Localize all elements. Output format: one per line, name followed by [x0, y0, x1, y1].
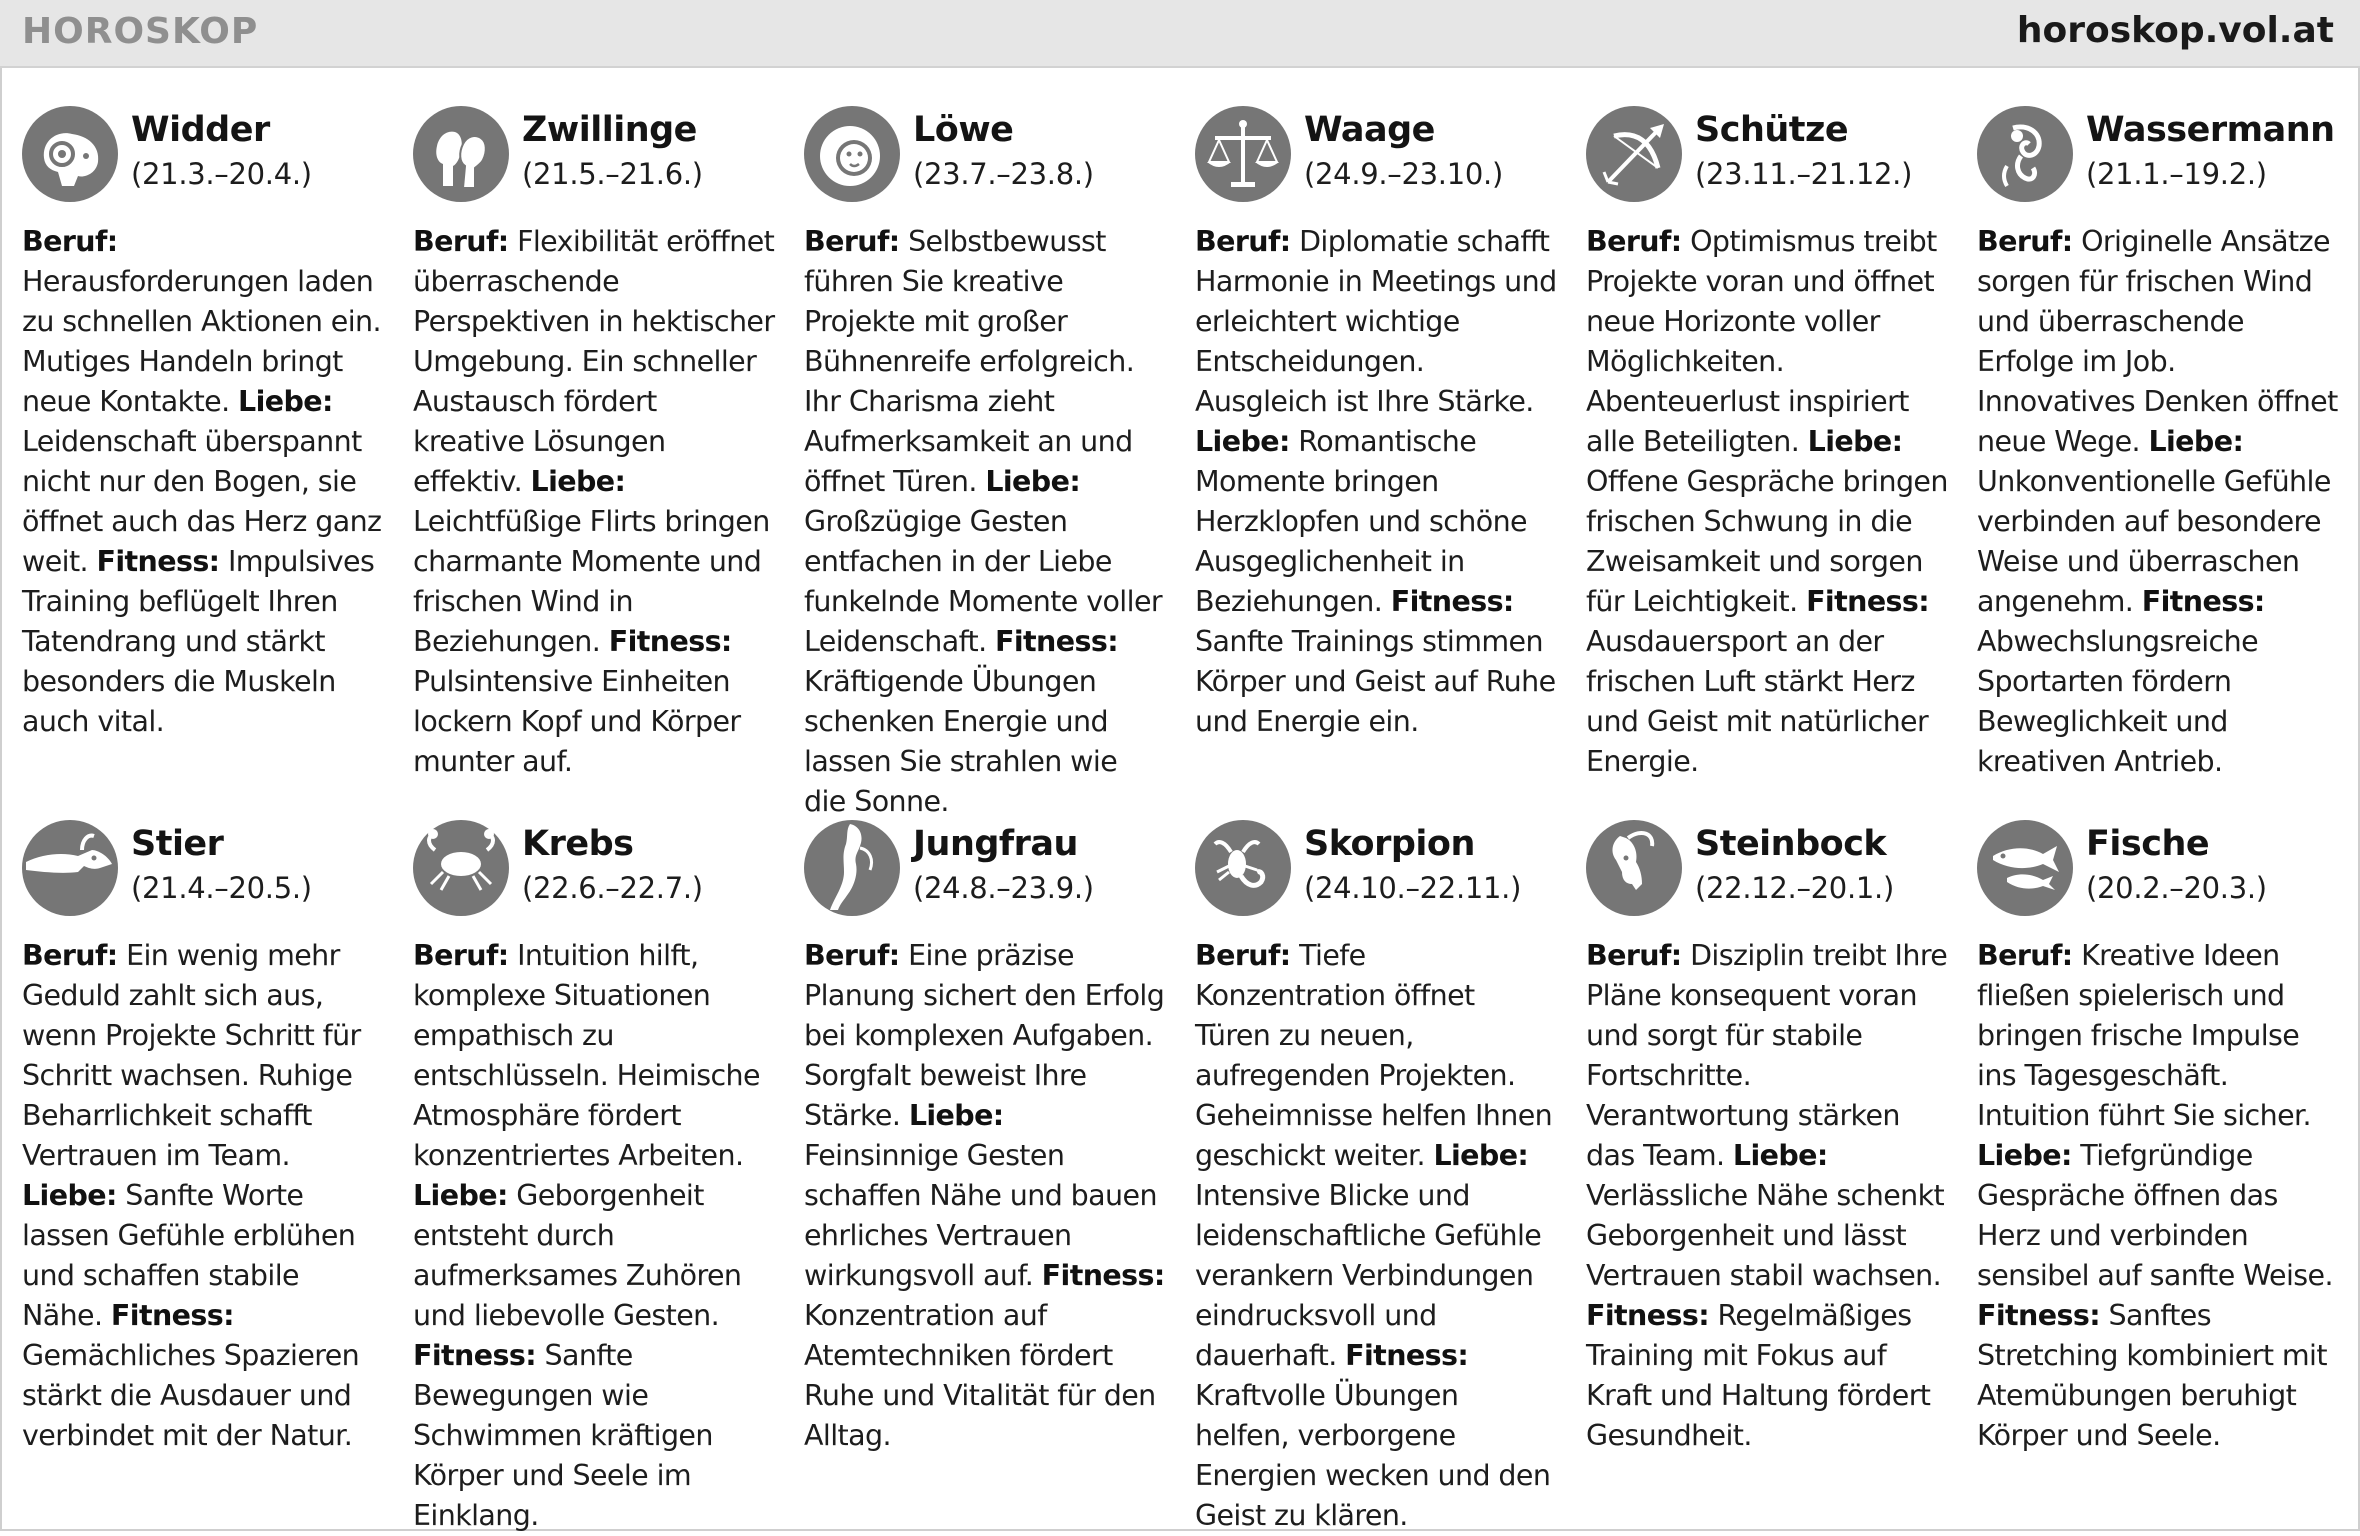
label-beruf: Beruf: — [22, 225, 118, 258]
beruf-text: Ein wenig mehr Geduld zahlt sich aus, wenn Projekte Schritt für Schritt wachsen. Ruhige Beharrlichkeit schafft Vertrauen im Team. — [22, 939, 361, 1172]
label-liebe: Liebe: — [1195, 425, 1290, 458]
scales-icon — [1195, 106, 1291, 202]
beruf-text: Selbstbewusst führen Sie kreative Projekte mit großer Bühnenreife erfolgreich. Ihr Charisma zieht Aufmerksamkeit an und öffnet Türen. — [804, 225, 1135, 498]
sign-text — [1586, 222, 1948, 782]
sign-card-widder — [22, 100, 384, 814]
sign-dates: (21.3.–20.4.) — [131, 157, 312, 191]
fitness-text: Gemächliches Spazieren stärkt die Ausdauer und verbindet mit der Natur. — [22, 1339, 360, 1452]
label-beruf: Beruf: — [804, 939, 900, 972]
label-liebe: Liebe: — [22, 1179, 117, 1212]
label-fitness: Fitness: — [1041, 1259, 1165, 1292]
label-liebe: Liebe: — [1433, 1139, 1529, 1172]
sign-card-krebs — [413, 814, 775, 1532]
liebe-text: Sanfte Worte lassen Gefühle erblühen und schaffen stabile Nähe. — [22, 1179, 356, 1332]
label-fitness: Fitness: — [608, 625, 732, 658]
liebe-text: Romantische Momente bringen Herzklopfen und schöne Ausgeglichenheit in Beziehungen. — [1195, 425, 1527, 618]
beruf-text: Disziplin treibt Ihre Pläne konsequent voran und sorgt für stabile Fortschritte. Verantwortung stärken das Team. — [1586, 939, 1948, 1172]
sign-card-steinbock — [1586, 814, 1948, 1514]
beruf-text: Optimismus treibt Projekte voran und öffnet neue Horizonte voller Möglichkeiten. Abenteuerlust inspiriert alle Beteiligten. — [1586, 225, 1937, 458]
sign-dates: (23.11.–21.12.) — [1695, 157, 1913, 191]
label-liebe: Liebe: — [985, 465, 1081, 498]
lion-icon — [804, 106, 900, 202]
label-beruf: Beruf: — [413, 939, 509, 972]
sign-card-wassermann — [1977, 100, 2339, 814]
sign-name: Stier — [131, 824, 224, 864]
site-url[interactable]: horoskop.vol.at — [2016, 10, 2334, 51]
label-fitness: Fitness: — [413, 1339, 537, 1372]
label-beruf: Beruf: — [1586, 939, 1682, 972]
label-beruf: Beruf: — [413, 225, 509, 258]
sign-name: Skorpion — [1304, 824, 1475, 864]
fitness-text: Kräftigende Übungen schenken Energie und lassen Sie strahlen wie die Sonne. — [804, 665, 1118, 818]
water-bearer-icon — [1977, 106, 2073, 202]
label-beruf: Beruf: — [1195, 225, 1291, 258]
label-beruf: Beruf: — [804, 225, 900, 258]
sign-name: Krebs — [522, 824, 634, 864]
sign-text — [1977, 222, 2339, 782]
label-fitness: Fitness: — [1345, 1339, 1469, 1372]
liebe-text: Geborgenheit entsteht durch aufmerksames Zuhören und liebevolle Gesten. — [413, 1179, 742, 1332]
beruf-text: Herausforderungen laden zu schnellen Aktionen ein. Mutiges Handeln bringt neue Kontakte. — [22, 265, 381, 418]
label-fitness: Fitness: — [995, 625, 1119, 658]
sign-name: Waage — [1304, 110, 1435, 150]
label-beruf: Beruf: — [1586, 225, 1682, 258]
sign-card-zwillinge — [413, 100, 775, 814]
sign-card-jungfrau — [804, 814, 1166, 1514]
sign-dates: (20.2.–20.3.) — [2086, 871, 2267, 905]
sign-dates: (24.10.–22.11.) — [1304, 871, 1522, 905]
sign-name: Widder — [131, 110, 270, 150]
label-liebe: Liebe: — [908, 1099, 1004, 1132]
sign-grid — [22, 100, 2342, 1532]
fitness-text: Impulsives Training beflügelt Ihren Tatendrang und stärkt besonders die Muskeln auch vital. — [22, 545, 375, 738]
crab-icon — [413, 820, 509, 916]
scorpion-icon — [1195, 820, 1291, 916]
fitness-text: Ausdauersport an der frischen Luft stärkt Herz und Geist mit natürlicher Energie. — [1586, 625, 1929, 778]
beruf-text: Intuition hilft, komplexe Situationen empathisch zu entschlüsseln. Heimische Atmosphäre fördert konzentriertes Arbeiten. — [413, 939, 760, 1172]
sign-dates: (21.1.–19.2.) — [2086, 157, 2267, 191]
sign-card-schuetze — [1586, 100, 1948, 814]
beruf-text: Flexibilität eröffnet überraschende Perspektiven in hektischer Umgebung. Ein schneller Austausch fördert kreative Lösungen effektiv. — [413, 225, 775, 498]
fitness-text: Sanfte Bewegungen wie Schwimmen kräftigen Körper und Seele im Einklang. — [413, 1339, 713, 1532]
fitness-text: Konzentration auf Atemtechniken fördert Ruhe und Vitalität für den Alltag. — [804, 1299, 1156, 1452]
label-beruf: Beruf: — [1195, 939, 1291, 972]
sign-text — [413, 936, 775, 1536]
sign-text — [1195, 936, 1557, 1536]
beruf-text: Originelle Ansätze sorgen für frischen Wind und überraschende Erfolge im Job. Innovatives Denken öffnet neue Wege. — [1977, 225, 2338, 458]
liebe-text: Offene Gespräche bringen frischen Schwung in die Zweisamkeit und sorgen für Leichtigkeit. — [1586, 465, 1948, 618]
fish-icon — [1977, 820, 2073, 916]
liebe-text: Leidenschaft überspannt nicht nur den Bogen, sie öffnet auch das Herz ganz weit. — [22, 425, 382, 578]
fitness-text: Regelmäßiges Training mit Fokus auf Kraft und Haltung fördert Gesundheit. — [1586, 1299, 1931, 1452]
sign-name: Jungfrau — [913, 824, 1078, 864]
sign-dates: (21.4.–20.5.) — [131, 871, 312, 905]
sign-text — [1195, 222, 1557, 742]
sign-name: Zwillinge — [522, 110, 697, 150]
sign-dates: (23.7.–23.8.) — [913, 157, 1094, 191]
sign-text — [804, 936, 1166, 1456]
sign-name: Wassermann — [2086, 110, 2335, 150]
sign-dates: (24.8.–23.9.) — [913, 871, 1094, 905]
label-beruf: Beruf: — [1977, 225, 2073, 258]
sign-card-loewe — [804, 100, 1166, 818]
label-fitness: Fitness: — [1390, 585, 1514, 618]
liebe-text: Leichtfüßige Flirts bringen charmante Momente und frischen Wind in Beziehungen. — [413, 505, 770, 658]
sign-dates: (21.5.–21.6.) — [522, 157, 703, 191]
liebe-text: Großzügige Gesten entfachen in der Liebe funkelnde Momente voller Leidenschaft. — [804, 505, 1162, 658]
sign-dates: (24.9.–23.10.) — [1304, 157, 1503, 191]
liebe-text: Verlässliche Nähe schenkt Geborgenheit und lässt Vertrauen stabil wachsen. — [1586, 1179, 1945, 1292]
sign-text — [22, 936, 384, 1456]
virgin-icon — [804, 820, 900, 916]
bull-icon — [22, 820, 118, 916]
beruf-text: Diplomatie schafft Harmonie in Meetings und erleichtert wichtige Entscheidungen. Ausgleich ist Ihre Stärke. — [1195, 225, 1557, 418]
label-fitness: Fitness: — [2141, 585, 2265, 618]
liebe-text: Intensive Blicke und leidenschaftliche Gefühle verankern Verbindungen eindrucksvoll und dauerhaft. — [1195, 1179, 1542, 1372]
fitness-text: Pulsintensive Einheiten lockern Kopf und Körper munter auf. — [413, 665, 741, 778]
liebe-text: Unkonventionelle Gefühle verbinden auf besondere Weise und überraschen angenehm. — [1977, 465, 2331, 618]
label-beruf: Beruf: — [1977, 939, 2073, 972]
sign-text — [1977, 936, 2339, 1456]
bow-and-arrow-icon — [1586, 106, 1682, 202]
beruf-text: Tiefe Konzentration öffnet Türen zu neuen, aufregenden Projekten. Geheimnisse helfen Ihnen geschickt weiter. — [1195, 939, 1553, 1172]
ibex-icon — [1586, 820, 1682, 916]
label-liebe: Liebe: — [1977, 1139, 2072, 1172]
label-liebe: Liebe: — [413, 1179, 508, 1212]
fitness-text: Sanftes Stretching kombiniert mit Atemübungen beruhigt Körper und Seele. — [1977, 1299, 2327, 1452]
twins-icon — [413, 106, 509, 202]
sign-text — [22, 222, 384, 742]
beruf-text: Kreative Ideen fließen spielerisch und bringen frische Impulse ins Tagesgeschäft. Intuition führt Sie sicher. — [1977, 939, 2311, 1132]
label-fitness: Fitness: — [1586, 1299, 1710, 1332]
section-title: HOROSKOP — [22, 11, 259, 52]
label-liebe: Liebe: — [1732, 1139, 1828, 1172]
fitness-text: Kraftvolle Übungen helfen, verborgene Energien wecken und den Geist zu klären. — [1195, 1379, 1551, 1532]
liebe-text: Feinsinnige Gesten schaffen Nähe und bauen ehrliches Vertrauen wirkungsvoll auf. — [804, 1139, 1157, 1292]
sign-name: Löwe — [913, 110, 1014, 150]
label-liebe: Liebe: — [2148, 425, 2244, 458]
label-fitness: Fitness: — [1977, 1299, 2101, 1332]
fitness-text: Sanfte Trainings stimmen Körper und Geist auf Ruhe und Energie ein. — [1195, 625, 1556, 738]
sign-card-skorpion — [1195, 814, 1557, 1532]
header-bar — [0, 0, 2360, 68]
label-fitness: Fitness: — [96, 545, 220, 578]
label-beruf: Beruf: — [22, 939, 118, 972]
label-liebe: Liebe: — [238, 385, 333, 418]
liebe-text: Tiefgründige Gespräche öffnen das Herz und verbinden sensibel auf sanfte Weise. — [1977, 1139, 2333, 1292]
sign-card-fische — [1977, 814, 2339, 1514]
label-fitness: Fitness: — [110, 1299, 234, 1332]
ram-icon — [22, 106, 118, 202]
sign-text — [804, 222, 1166, 822]
sign-dates: (22.6.–22.7.) — [522, 871, 703, 905]
sign-card-stier — [22, 814, 384, 1514]
sign-dates: (22.12.–20.1.) — [1695, 871, 1894, 905]
label-liebe: Liebe: — [1807, 425, 1903, 458]
fitness-text: Abwechslungsreiche Sportarten fördern Beweglichkeit und kreativen Antrieb. — [1977, 625, 2259, 778]
label-liebe: Liebe: — [530, 465, 626, 498]
label-fitness: Fitness: — [1806, 585, 1930, 618]
sign-card-waage — [1195, 100, 1557, 814]
sign-name: Steinbock — [1695, 824, 1887, 864]
sign-name: Fische — [2086, 824, 2210, 864]
beruf-text: Eine präzise Planung sichert den Erfolg bei komplexen Aufgaben. Sorgfalt beweist Ihre Stärke. — [804, 939, 1165, 1132]
sign-text — [1586, 936, 1948, 1456]
sign-name: Schütze — [1695, 110, 1849, 150]
sign-text — [413, 222, 775, 782]
